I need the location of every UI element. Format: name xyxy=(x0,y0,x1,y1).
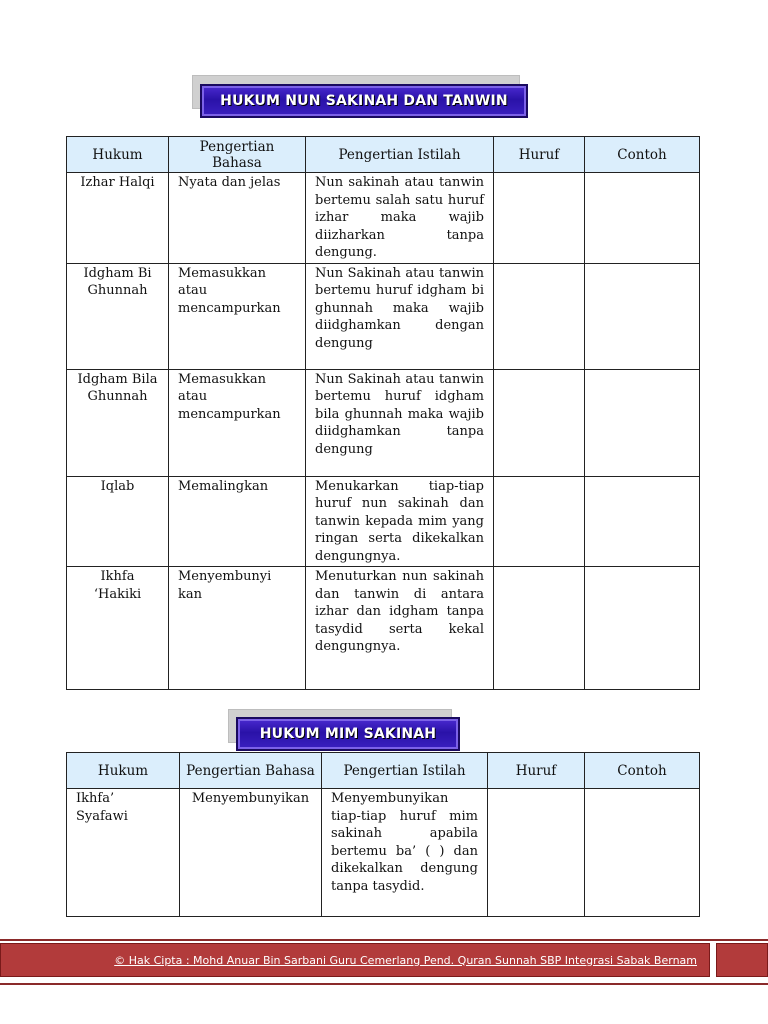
footer-side-block xyxy=(716,943,768,977)
mim-sakinah-table xyxy=(66,752,700,917)
cell-bahasa: Menyembunyi kan xyxy=(169,567,306,690)
cell-huruf xyxy=(494,369,585,476)
cell-huruf xyxy=(494,173,585,264)
cell-hukum: Ikhfa ‘Hakiki xyxy=(67,567,169,690)
header-hukum: Hukum xyxy=(67,137,169,173)
cell-hukum: Idgham Bi Ghunnah xyxy=(67,263,169,369)
header-pengertian-bahasa: Pengertian Bahasa xyxy=(180,753,322,789)
cell-hukum: Izhar Halqi xyxy=(67,173,169,264)
header-contoh: Contoh xyxy=(585,137,700,173)
cell-contoh xyxy=(585,567,700,690)
header-pengertian-bahasa: Pengertian Bahasa xyxy=(169,137,306,173)
table-row xyxy=(67,173,700,264)
section-title-mim-sakinah: HUKUM MIM SAKINAH xyxy=(236,717,460,751)
cell-contoh xyxy=(585,789,700,917)
cell-hukum: Iqlab xyxy=(67,476,169,567)
cell-bahasa: Menyembunyikan xyxy=(180,789,322,917)
cell-bahasa: Memasukkan atau mencampurkan xyxy=(169,263,306,369)
header-huruf: Huruf xyxy=(488,753,585,789)
cell-bahasa: Nyata dan jelas xyxy=(169,173,306,264)
cell-hukum: Ikhfa’ Syafawi xyxy=(67,789,180,917)
cell-bahasa: Memalingkan xyxy=(169,476,306,567)
header-pengertian-istilah: Pengertian Istilah xyxy=(306,137,494,173)
section-title-nun-sakinah: HUKUM NUN SAKINAH DAN TANWIN xyxy=(200,84,528,118)
cell-istilah: Nun Sakinah atau tanwin bertemu huruf idgham bila ghunnah maka wajib diidghamkan tanpa dengung xyxy=(306,369,494,476)
cell-istilah: Menukarkan tiap-tiap huruf nun sakinah dan tanwin kepada mim yang ringan serta dikekalkan dengungnya. xyxy=(306,476,494,567)
table-row xyxy=(67,789,700,917)
cell-huruf xyxy=(494,567,585,690)
cell-bahasa: Memasukkan atau mencampurkan xyxy=(169,369,306,476)
table-row xyxy=(67,567,700,690)
table-row xyxy=(67,263,700,369)
cell-contoh xyxy=(585,369,700,476)
cell-contoh xyxy=(585,476,700,567)
cell-huruf xyxy=(494,263,585,369)
cell-istilah: Menuturkan nun sakinah dan tanwin di antara izhar dan idgham tanpa tasydid serta kekal dengungnya. xyxy=(306,567,494,690)
footer-copyright-text[interactable]: © Hak Cipta : Mohd Anuar Bin Sarbani Guru Cemerlang Pend. Quran Sunnah SBP Integrasi Sabak Bernam xyxy=(114,953,697,967)
cell-huruf xyxy=(488,789,585,917)
cell-hukum: Idgham Bila Ghunnah xyxy=(67,369,169,476)
cell-istilah: Nun Sakinah atau tanwin bertemu huruf idgham bi ghunnah maka wajib diidghamkan dengan dengung xyxy=(306,263,494,369)
cell-istilah: Menyembunyikan tiap-tiap huruf mim sakinah apabila bertemu ba’ ( ) dan dikekalkan dengung tanpa tasydid. xyxy=(322,789,488,917)
header-contoh: Contoh xyxy=(585,753,700,789)
table-row xyxy=(67,476,700,567)
header-hukum: Hukum xyxy=(67,753,180,789)
footer-copyright[interactable] xyxy=(0,943,710,977)
nun-sakinah-table xyxy=(66,136,700,690)
cell-huruf xyxy=(494,476,585,567)
cell-contoh xyxy=(585,173,700,264)
cell-istilah: Nun sakinah atau tanwin bertemu salah satu huruf izhar maka wajib diizharkan tanpa dengung. xyxy=(306,173,494,264)
table-row xyxy=(67,369,700,476)
cell-contoh xyxy=(585,263,700,369)
header-pengertian-istilah: Pengertian Istilah xyxy=(322,753,488,789)
header-huruf: Huruf xyxy=(494,137,585,173)
